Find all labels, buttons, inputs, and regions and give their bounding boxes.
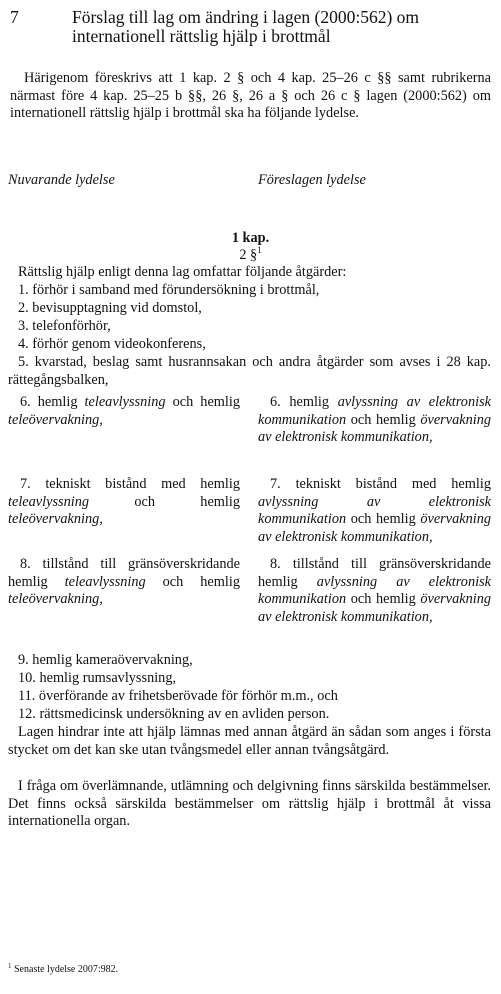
footnote-text: Senaste lydelse 2007:982.	[14, 964, 119, 975]
second-paragraph: Lagen hindrar inte att hjälp lämnas med annan åtgärd än sådan som anges i första stycket om det kan ske utan tvångsmedel eller annan tvångsåtgärd.	[8, 724, 491, 758]
list-item: 9. hemlig kameraövervakning,	[18, 652, 193, 668]
proposed-item-7: 7. tekniskt bistånd med hemlig avlyssning av elektronisk kommunikation och hemlig övervakning av elektronisk kommunikation,	[258, 476, 491, 545]
list-item: 4. förhör genom videokonferens,	[18, 336, 206, 352]
intro-paragraph: Härigenom föreskrivs att 1 kap. 2 § och 4 kap. 25–26 c §§ samt rubrikerna närmast före 4 kap. 25–25 b §§, 26 §, 26 a § och 26 c § lagen (2000:562) om internationell rättslig hjälp i brottmål ska ha följande lydelse.	[10, 70, 491, 121]
list-item: 10. hemlig rumsavlyssning,	[18, 670, 177, 686]
chapter-title: 1 kap.	[231, 230, 270, 246]
section-number: 7	[10, 7, 19, 27]
list-item: 5. kvarstad, beslag samt husrannsakan och andra åtgärder som avses i 28 kap. rättegångsbalken,	[8, 354, 491, 388]
column-heading-current: Nuvarande lydelse	[8, 172, 115, 188]
footnote-mark: 1	[8, 962, 12, 970]
list-item: 11. överförande av frihetsberövade för förhör m.m., och	[18, 688, 338, 704]
list-item: 2. bevisupptagning vid domstol,	[18, 300, 202, 316]
section-title: Förslag till lag om ändring i lagen (2000:562) om internationell rättslig hjälp i brottmål	[72, 7, 420, 46]
footnote-reference: 1	[257, 245, 262, 255]
current-item-6: 6. hemlig teleavlyssning och hemlig teleövervakning,	[8, 394, 240, 428]
list-item: 12. rättsmedicinsk undersökning av en avliden person.	[18, 706, 330, 722]
column-heading-proposed: Föreslagen lydelse	[258, 172, 366, 188]
third-paragraph: I fråga om överlämnande, utlämning och delgivning finns särskilda bestämmelser. Det finns också särskilda bestämmelser om rättslig hjälp i brottmål åt vissa internationella organ.	[8, 778, 491, 829]
current-item-7: 7. tekniskt bistånd med hemlig teleavlyssning och hemlig teleövervakning,	[8, 476, 240, 527]
list-item: 3. telefonförhör,	[18, 318, 111, 334]
paragraph-number	[0, 245, 501, 264]
lead-sentence: Rättslig hjälp enligt denna lag omfattar följande åtgärder:	[18, 264, 347, 280]
current-item-8: 8. tillstånd till gränsöverskridande hemlig teleavlyssning och hemlig teleövervakning,	[8, 556, 240, 607]
paragraph-label: 2 §	[239, 247, 258, 263]
footnote	[8, 962, 118, 975]
list-item: 1. förhör i samband med förundersökning i brottmål,	[18, 282, 320, 298]
proposed-item-6: 6. hemlig avlyssning av elektronisk kommunikation och hemlig övervakning av elektronisk kommunikation,	[258, 394, 491, 445]
proposed-item-8: 8. tillstånd till gränsöverskridande hemlig avlyssning av elektronisk kommunikation och hemlig övervakning av elektronisk kommunikation,	[258, 556, 491, 625]
